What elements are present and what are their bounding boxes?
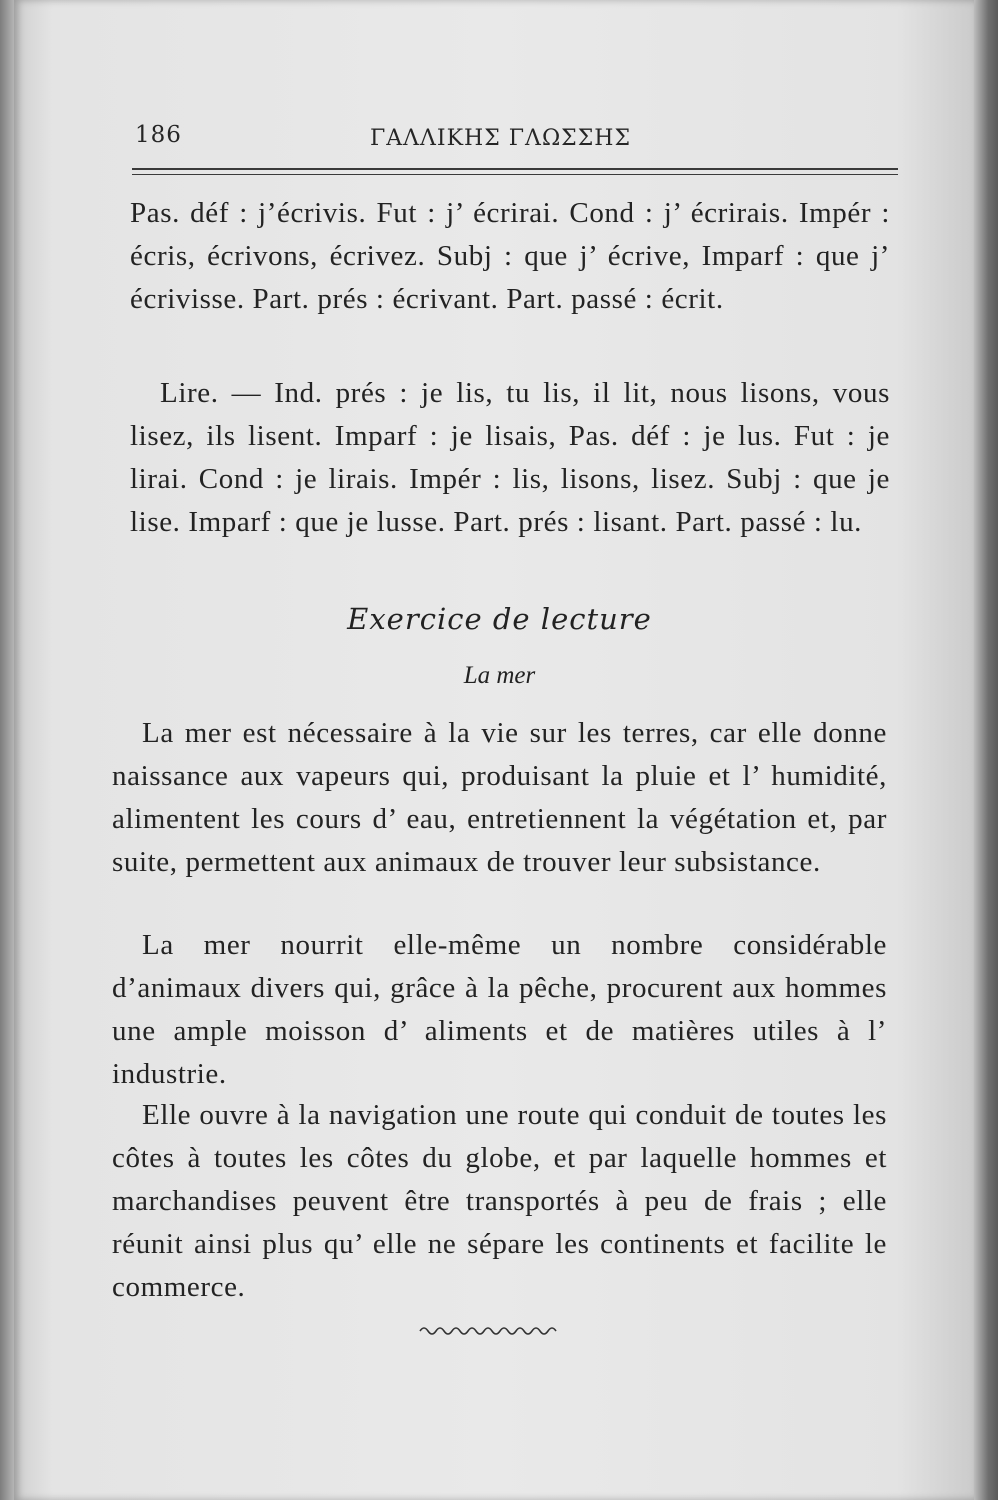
reading-paragraph-1: La mer est nécessaire à la vie sur les terres, car elle donne naissance aux vapeurs qui, produisant la pluie et l’ humidité, alimentent les cours d’ eau, entretiennent la végétation et, par suite, permettent aux animaux de trouver leur subsistance. bbox=[112, 717, 887, 878]
reading-paragraph-2: La mer nourrit elle-même un nombre considérable d’animaux divers qui, grâce à la pêche, procurent aux hommes une ample moisson d’ aliments et de matières utiles à l’ industrie. bbox=[112, 929, 887, 1090]
header-rule-thick bbox=[132, 168, 898, 170]
end-ornament bbox=[418, 1322, 558, 1338]
section-subtitle: La mer bbox=[463, 662, 536, 689]
reading-paragraph-3: Elle ouvre à la navigation une route qui conduit de toutes les côtes à toutes les côtes du globe, et par laquelle hommes et marchandises peuvent être transportés à peu de frais ; elle réunit ainsi plus qu’ elle ne sépare les continents et facilite le commerce. bbox=[112, 1099, 887, 1303]
section-title: Exercice de lecture bbox=[347, 602, 652, 636]
book-gutter bbox=[0, 0, 14, 1500]
page-header bbox=[135, 122, 895, 158]
conjugation-lire: Lire. — Ind. prés : je lis, tu lis, il lit, nous lisons, vous lisez, ils lisent. Imparf : je lisais, Pas. déf : je lus. Fut : je lirai. Cond : je lirais. Impér : lis, lisons, lisez. Subj : que je lise. Imparf : que je lusse. Part. prés : lisant. Part. passé : lu. bbox=[130, 377, 890, 538]
page-edge bbox=[974, 0, 998, 1500]
header-rule-thin bbox=[132, 174, 898, 175]
page-number: 186 bbox=[135, 122, 182, 148]
running-title: ΓΑΛΛΙΚΗΣ ΓΛΩΣΣΗΣ bbox=[370, 126, 632, 151]
conjugation-ecrire-continued: Pas. déf : j’écrivis. Fut : j’ écrirai. Cond : j’ écrirais. Impér : écris, écrivons, écrivez. Subj : que j’ écrive, Imparf : que j’ écrivisse. Part. prés : écrivant. Part. passé : écrit. bbox=[130, 197, 890, 315]
